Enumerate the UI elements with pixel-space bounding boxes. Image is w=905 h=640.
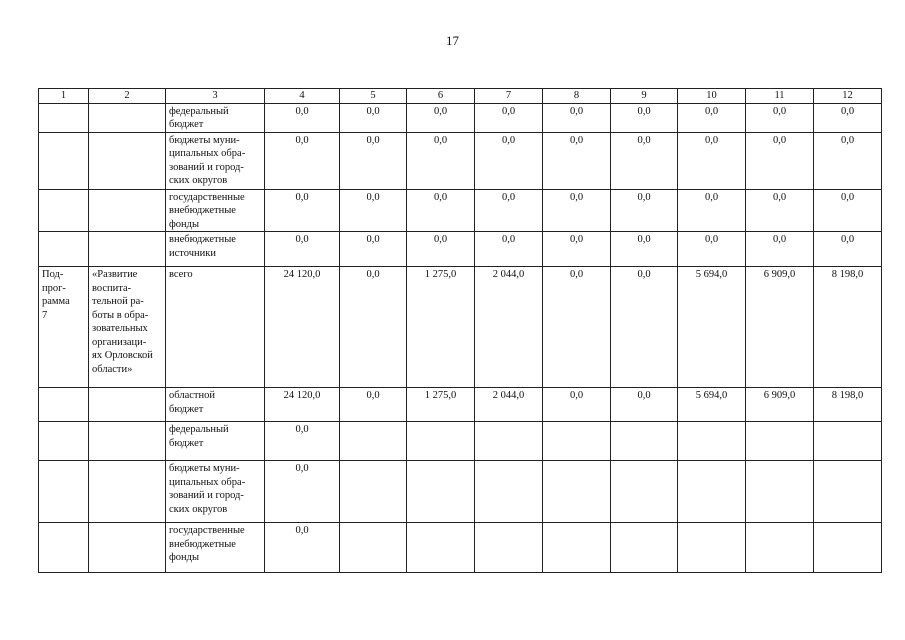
program-code-cell xyxy=(39,388,89,422)
column-number: 7 xyxy=(475,89,543,104)
funding-source-cell: бюджеты муни- ципальных обра- зований и город- ских округов xyxy=(166,461,265,523)
year-amount-cell xyxy=(543,422,611,461)
year-amount-cell: 0,0 xyxy=(746,103,814,132)
table-row xyxy=(39,232,882,267)
column-number: 10 xyxy=(678,89,746,104)
year-amount-cell xyxy=(746,422,814,461)
year-amount-cell: 0,0 xyxy=(543,103,611,132)
total-amount-cell: 0,0 xyxy=(265,232,340,267)
total-amount-cell: 24 120,0 xyxy=(265,267,340,388)
year-amount-cell xyxy=(746,523,814,573)
year-amount-cell xyxy=(678,422,746,461)
total-amount-cell: 0,0 xyxy=(265,189,340,232)
total-amount-cell: 0,0 xyxy=(265,103,340,132)
year-amount-cell: 0,0 xyxy=(814,232,882,267)
year-amount-cell xyxy=(814,461,882,523)
funding-source-cell: внебюджетные источники xyxy=(166,232,265,267)
year-amount-cell: 5 694,0 xyxy=(678,388,746,422)
funding-source-cell: государственные внебюджетные фонды xyxy=(166,523,265,573)
program-name-cell xyxy=(89,388,166,422)
year-amount-cell: 0,0 xyxy=(611,388,678,422)
year-amount-cell: 0,0 xyxy=(340,267,407,388)
year-amount-cell xyxy=(678,461,746,523)
year-amount-cell xyxy=(407,523,475,573)
year-amount-cell: 0,0 xyxy=(340,132,407,189)
year-amount-cell: 0,0 xyxy=(340,103,407,132)
program-code-cell xyxy=(39,422,89,461)
year-amount-cell xyxy=(407,422,475,461)
total-amount-cell: 0,0 xyxy=(265,461,340,523)
table-row xyxy=(39,523,882,573)
year-amount-cell: 0,0 xyxy=(543,189,611,232)
year-amount-cell: 0,0 xyxy=(407,132,475,189)
program-code-cell xyxy=(39,132,89,189)
table-row xyxy=(39,189,882,232)
year-amount-cell: 0,0 xyxy=(814,132,882,189)
program-code-cell xyxy=(39,189,89,232)
column-number: 1 xyxy=(39,89,89,104)
program-code-cell xyxy=(39,232,89,267)
year-amount-cell: 2 044,0 xyxy=(475,388,543,422)
year-amount-cell: 0,0 xyxy=(678,132,746,189)
table-body xyxy=(39,89,882,573)
table-row xyxy=(39,103,882,132)
year-amount-cell: 8 198,0 xyxy=(814,388,882,422)
year-amount-cell xyxy=(340,461,407,523)
year-amount-cell xyxy=(407,461,475,523)
program-code-cell xyxy=(39,461,89,523)
year-amount-cell: 0,0 xyxy=(611,132,678,189)
budget-table xyxy=(38,88,882,573)
year-amount-cell: 0,0 xyxy=(611,189,678,232)
year-amount-cell: 0,0 xyxy=(611,103,678,132)
program-name-cell xyxy=(89,461,166,523)
column-number: 5 xyxy=(340,89,407,104)
year-amount-cell: 0,0 xyxy=(340,189,407,232)
year-amount-cell xyxy=(611,523,678,573)
year-amount-cell xyxy=(475,422,543,461)
year-amount-cell xyxy=(746,461,814,523)
year-amount-cell: 0,0 xyxy=(543,232,611,267)
year-amount-cell: 0,0 xyxy=(475,232,543,267)
program-name-cell xyxy=(89,422,166,461)
year-amount-cell: 0,0 xyxy=(611,267,678,388)
year-amount-cell: 0,0 xyxy=(407,189,475,232)
column-number: 3 xyxy=(166,89,265,104)
year-amount-cell: 0,0 xyxy=(543,267,611,388)
year-amount-cell xyxy=(340,422,407,461)
total-amount-cell: 0,0 xyxy=(265,132,340,189)
year-amount-cell: 0,0 xyxy=(407,103,475,132)
year-amount-cell xyxy=(543,461,611,523)
funding-source-cell: всего xyxy=(166,267,265,388)
year-amount-cell: 8 198,0 xyxy=(814,267,882,388)
program-code-cell xyxy=(39,523,89,573)
program-name-cell xyxy=(89,132,166,189)
year-amount-cell: 0,0 xyxy=(746,232,814,267)
column-number: 8 xyxy=(543,89,611,104)
program-name-cell xyxy=(89,523,166,573)
year-amount-cell: 0,0 xyxy=(678,103,746,132)
year-amount-cell xyxy=(475,523,543,573)
year-amount-cell: 1 275,0 xyxy=(407,267,475,388)
year-amount-cell: 0,0 xyxy=(611,232,678,267)
column-number: 2 xyxy=(89,89,166,104)
program-code-cell: Под- прог- рамма 7 xyxy=(39,267,89,388)
year-amount-cell: 0,0 xyxy=(340,232,407,267)
program-name-cell xyxy=(89,103,166,132)
year-amount-cell: 0,0 xyxy=(543,132,611,189)
total-amount-cell: 24 120,0 xyxy=(265,388,340,422)
total-amount-cell: 0,0 xyxy=(265,523,340,573)
year-amount-cell xyxy=(678,523,746,573)
funding-source-cell: областной бюджет xyxy=(166,388,265,422)
column-number-row xyxy=(39,89,882,104)
year-amount-cell: 0,0 xyxy=(746,132,814,189)
year-amount-cell: 0,0 xyxy=(814,189,882,232)
funding-source-cell: федеральный бюджет xyxy=(166,103,265,132)
year-amount-cell: 0,0 xyxy=(475,132,543,189)
year-amount-cell: 0,0 xyxy=(407,232,475,267)
year-amount-cell: 6 909,0 xyxy=(746,267,814,388)
column-number: 9 xyxy=(611,89,678,104)
year-amount-cell xyxy=(814,523,882,573)
year-amount-cell: 0,0 xyxy=(543,388,611,422)
table-row xyxy=(39,132,882,189)
program-name-cell: «Развитие воспита- тельной ра- боты в обра- зовательных организаци- ях Орловской области» xyxy=(89,267,166,388)
column-number: 11 xyxy=(746,89,814,104)
funding-source-cell: федеральный бюджет xyxy=(166,422,265,461)
table-row xyxy=(39,461,882,523)
year-amount-cell xyxy=(814,422,882,461)
year-amount-cell: 0,0 xyxy=(475,103,543,132)
year-amount-cell: 0,0 xyxy=(814,103,882,132)
column-number: 4 xyxy=(265,89,340,104)
year-amount-cell xyxy=(543,523,611,573)
program-code-cell xyxy=(39,103,89,132)
year-amount-cell: 0,0 xyxy=(475,189,543,232)
year-amount-cell: 1 275,0 xyxy=(407,388,475,422)
program-name-cell xyxy=(89,232,166,267)
page-number: 17 xyxy=(446,33,459,48)
year-amount-cell xyxy=(611,422,678,461)
program-name-cell xyxy=(89,189,166,232)
year-amount-cell: 5 694,0 xyxy=(678,267,746,388)
year-amount-cell xyxy=(475,461,543,523)
column-number: 6 xyxy=(407,89,475,104)
year-amount-cell: 0,0 xyxy=(746,189,814,232)
funding-source-cell: бюджеты муни- ципальных обра- зований и город- ских округов xyxy=(166,132,265,189)
column-number: 12 xyxy=(814,89,882,104)
year-amount-cell xyxy=(611,461,678,523)
year-amount-cell: 2 044,0 xyxy=(475,267,543,388)
year-amount-cell: 6 909,0 xyxy=(746,388,814,422)
year-amount-cell: 0,0 xyxy=(678,232,746,267)
year-amount-cell: 0,0 xyxy=(678,189,746,232)
funding-source-cell: государственные внебюджетные фонды xyxy=(166,189,265,232)
year-amount-cell xyxy=(340,523,407,573)
total-amount-cell: 0,0 xyxy=(265,422,340,461)
table-row xyxy=(39,388,882,422)
year-amount-cell: 0,0 xyxy=(340,388,407,422)
table-row xyxy=(39,267,882,388)
table-row xyxy=(39,422,882,461)
